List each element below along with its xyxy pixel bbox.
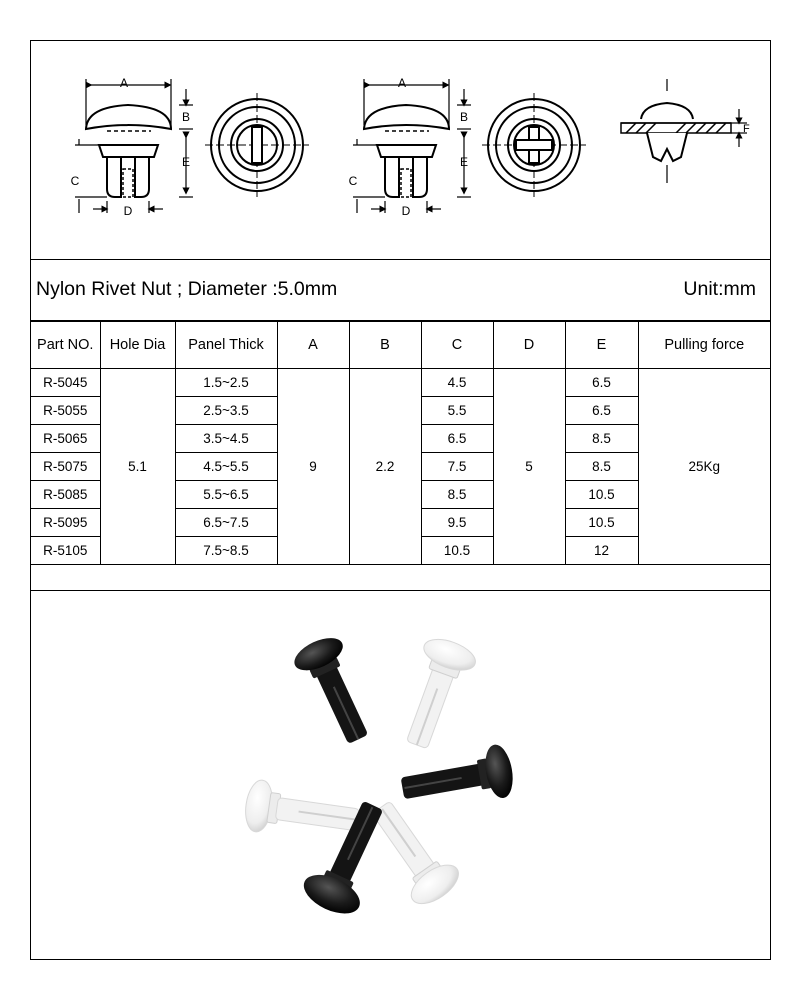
side-view-2 xyxy=(353,79,471,213)
spec-sheet xyxy=(30,40,771,960)
cell-panel-thick: 3.5~4.5 xyxy=(175,425,277,453)
technical-drawings xyxy=(31,41,770,260)
cell-c: 4.5 xyxy=(421,369,493,397)
dim-label-f: F xyxy=(743,123,750,135)
cell-c: 6.5 xyxy=(421,425,493,453)
cell-e: 8.5 xyxy=(565,425,638,453)
cell-pulling-force: 25Kg xyxy=(638,369,770,565)
dim-label-d: D xyxy=(123,204,133,218)
cell-panel-thick: 7.5~8.5 xyxy=(175,537,277,565)
product-photo xyxy=(31,590,770,960)
header-d: D xyxy=(493,322,565,369)
installed-section-view xyxy=(621,79,747,183)
unit-label: Unit:mm xyxy=(683,278,756,300)
cell-hole-dia: 5.1 xyxy=(100,369,175,565)
cell-part-no: R-5075 xyxy=(31,453,100,481)
header-hole-dia: Hole Dia xyxy=(100,322,175,369)
cell-part-no: R-5085 xyxy=(31,481,100,509)
rivet-drawings xyxy=(31,41,770,259)
cell-e: 8.5 xyxy=(565,453,638,481)
header-a: A xyxy=(277,322,349,369)
cell-part-no: R-5105 xyxy=(31,537,100,565)
dim-label-a: A xyxy=(119,76,129,90)
cell-c: 10.5 xyxy=(421,537,493,565)
side-view-1 xyxy=(75,79,193,213)
white-rivet-2 xyxy=(243,778,362,845)
cell-part-no: R-5055 xyxy=(31,397,100,425)
top-view-1 xyxy=(205,93,309,197)
cell-panel-thick: 4.5~5.5 xyxy=(175,453,277,481)
page-title: Nylon Rivet Nut ; Diameter :5.0mm xyxy=(36,278,338,300)
white-rivet-1 xyxy=(391,633,479,754)
dim-label-e-2: E xyxy=(459,155,469,169)
cell-e: 6.5 xyxy=(565,397,638,425)
cell-panel-thick: 5.5~6.5 xyxy=(175,481,277,509)
dim-label-c-2: C xyxy=(348,174,358,188)
cell-e: 6.5 xyxy=(565,369,638,397)
dim-label-c: C xyxy=(70,174,80,188)
header-e: E xyxy=(565,322,638,369)
cell-e: 10.5 xyxy=(565,509,638,537)
cell-c: 8.5 xyxy=(421,481,493,509)
header-pulling-force: Pulling force xyxy=(638,322,770,369)
spec-table xyxy=(31,321,770,565)
cell-e: 10.5 xyxy=(565,481,638,509)
table-row xyxy=(31,369,770,397)
black-rivet-2 xyxy=(398,743,517,815)
cell-part-no: R-5095 xyxy=(31,509,100,537)
rivets-photo xyxy=(31,591,770,960)
cell-e: 12 xyxy=(565,537,638,565)
cell-panel-thick: 1.5~2.5 xyxy=(175,369,277,397)
cell-panel-thick: 6.5~7.5 xyxy=(175,509,277,537)
cell-a: 9 xyxy=(277,369,349,565)
cell-part-no: R-5045 xyxy=(31,369,100,397)
header-part-no: Part NO. xyxy=(31,322,100,369)
table-header-row xyxy=(31,322,770,369)
cell-b: 2.2 xyxy=(349,369,421,565)
cell-c: 9.5 xyxy=(421,509,493,537)
header-b: B xyxy=(349,322,421,369)
dim-label-b: B xyxy=(181,110,191,124)
cell-d: 5 xyxy=(493,369,565,565)
header-c: C xyxy=(421,322,493,369)
cell-panel-thick: 2.5~3.5 xyxy=(175,397,277,425)
cell-c: 7.5 xyxy=(421,453,493,481)
dim-label-a-2: A xyxy=(397,76,407,90)
top-view-2 xyxy=(482,93,586,197)
header-panel-thick: Panel Thick xyxy=(175,322,277,369)
dim-label-e: E xyxy=(181,155,191,169)
cell-part-no: R-5065 xyxy=(31,425,100,453)
dim-label-d-2: D xyxy=(401,204,411,218)
cell-c: 5.5 xyxy=(421,397,493,425)
dim-label-b-2: B xyxy=(459,110,469,124)
title-bar xyxy=(31,260,770,321)
black-rivet-1 xyxy=(290,631,382,750)
